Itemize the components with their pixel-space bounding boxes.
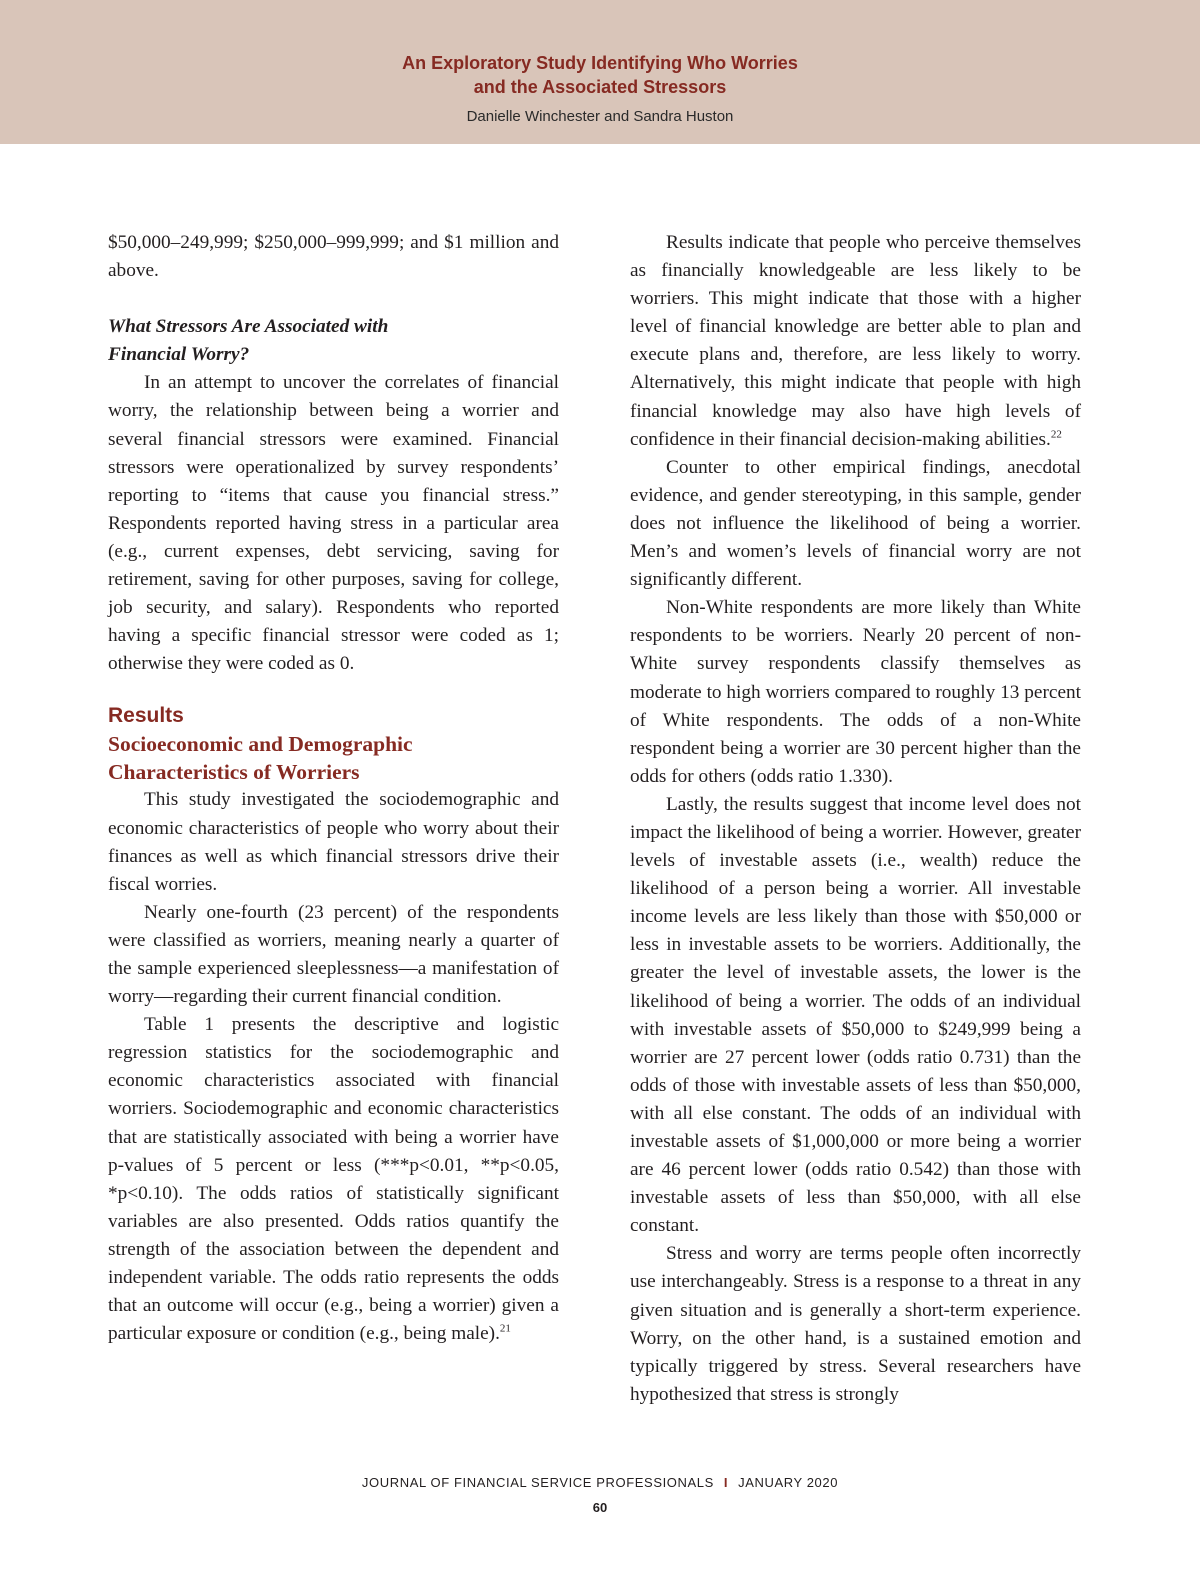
article-title-line-2: and the Associated Stressors bbox=[473, 77, 727, 97]
socioeconomic-subheading bbox=[108, 730, 559, 786]
paragraph-nearly: Nearly one-fourth (23 percent) of the respondents were classified as worriers, meaning nearly a quarter of the sample experienced sleeplessness—a manifestation of worry—regarding their current financial condition. bbox=[108, 901, 559, 1008]
socioeconomic-subheading-line-2: Characteristics of Worriers bbox=[108, 760, 360, 785]
results-heading: Results bbox=[108, 704, 184, 728]
left-column bbox=[108, 229, 559, 1348]
paragraph-study: This study investigated the sociodemographic and economic characteristics of people who worry about their finances as well as which financial stressors drive their fiscal worries. bbox=[108, 789, 559, 895]
socioeconomic-subheading-line-1: Socioeconomic and Demographic bbox=[108, 732, 413, 757]
paragraph-lastly: Lastly, the results suggest that income level does not impact the likelihood of being a worrier. However, greater levels of investable assets (i.e., wealth) reduce the likelihood of a person being a worrier. All investable income levels are less likely than those with $50,000 or less in investable assets to be worriers. Additionally, the greater the level of investable assets, the lower is the likelihood of being a worrier. The odds of an individual with investable assets of $50,000 to $249,999 being a worrier are 27 percent lower (odds ratio 0.731) than the odds of those with investable assets of less than $50,000, with all else constant. The odds of an individual with investable assets of $1,000,000 or more being a worrier are 46 percent lower (odds ratio 0.542) than those with investable assets of less than $50,000, with all else constant. bbox=[630, 793, 1081, 1237]
paragraph-table-text: Table 1 presents the descriptive and logistic regression statistics for the sociodemographic and economic characteristics associated with financial worriers. Sociodemographic and economic characteristics that are statistically associated with being a worrier have p-values of 5 percent or less (***p<0.01, **p<0.05, *p<0.10). The odds ratios of statistically significant variables are also presented. Odds ratios quantify the strength of the association between the dependent and independent variable. The odds ratio represents the odds that an outcome will occur (e.g., being a worrier) given a particular exposure or condition (e.g., being male). bbox=[108, 1014, 559, 1345]
paragraph-continued: $50,000–249,999; $250,000–999,999; and $1 million and above. bbox=[108, 232, 559, 282]
issue-date: JANUARY 2020 bbox=[738, 1475, 839, 1490]
stressors-subheading bbox=[108, 313, 559, 369]
footnote-ref-22: 22 bbox=[1050, 428, 1062, 441]
right-column bbox=[630, 229, 1081, 1409]
paragraph-table bbox=[108, 1011, 559, 1348]
stressors-subheading-line-2: Financial Worry? bbox=[108, 344, 250, 366]
paragraph-results bbox=[630, 229, 1081, 454]
article-header-banner bbox=[0, 0, 1200, 144]
paragraph-results-text: Results indicate that people who perceive themselves as financially knowledgeable are less likely to be worriers. This might indicate that those with a higher level of financial knowledge are better able to plan and execute plans and, therefore, are less likely to worry. Alternatively, this might indicate that people with high financial knowledge may also have high levels of confidence in their financial decision-making abilities. bbox=[630, 232, 1081, 450]
page-number: 60 bbox=[592, 1500, 608, 1515]
footer-separator: I bbox=[723, 1475, 729, 1490]
journal-name: JOURNAL OF FINANCIAL SERVICE PROFESSIONALS bbox=[361, 1475, 714, 1490]
stressors-subheading-line-1: What Stressors Are Associated with bbox=[108, 316, 389, 338]
paragraph-stress: Stress and worry are terms people often incorrectly use interchangeably. Stress is a response to a threat in any given situation and is generally a short-term experience. Worry, on the other hand, is a sustained emotion and typically triggered by stress. Several researchers have hypothesized that stress is strongly bbox=[630, 1243, 1081, 1405]
footnote-ref-21: 21 bbox=[499, 1322, 511, 1335]
paragraph-nonwhite: Non-White respondents are more likely than White respondents to be worriers. Nearly 20 percent of non-White survey respondents classify themselves as moderate to high worriers compared to roughly 13 percent of White respondents. The odds of a non-White respondent being a worrier are 30 percent higher than the odds for others (odds ratio 1.330). bbox=[630, 597, 1081, 787]
article-title-line-1: An Exploratory Study Identifying Who Worries bbox=[402, 53, 798, 73]
paragraph-stressors: In an attempt to uncover the correlates of financial worry, the relationship between being a worrier and several financial stressors were examined. Financial stressors were operationalized by survey respondents’ reporting to “items that cause you financial stress.” Respondents reported having stress in a particular area (e.g., current expenses, debt servicing, saving for retirement, saving for other purposes, saving for college, job security, and salary). Respondents who reported having a specific financial stressor were coded as 1; otherwise they were coded as 0. bbox=[108, 372, 559, 675]
journal-footer bbox=[0, 1475, 1200, 1490]
paragraph-counter: Counter to other empirical findings, anecdotal evidence, and gender stereotyping, in this sample, gender does not influence the likelihood of being a worrier. Men’s and women’s levels of financial worry are not significantly different. bbox=[630, 456, 1081, 591]
article-authors: Danielle Winchester and Sandra Huston bbox=[466, 108, 734, 125]
article-title bbox=[0, 51, 1200, 99]
